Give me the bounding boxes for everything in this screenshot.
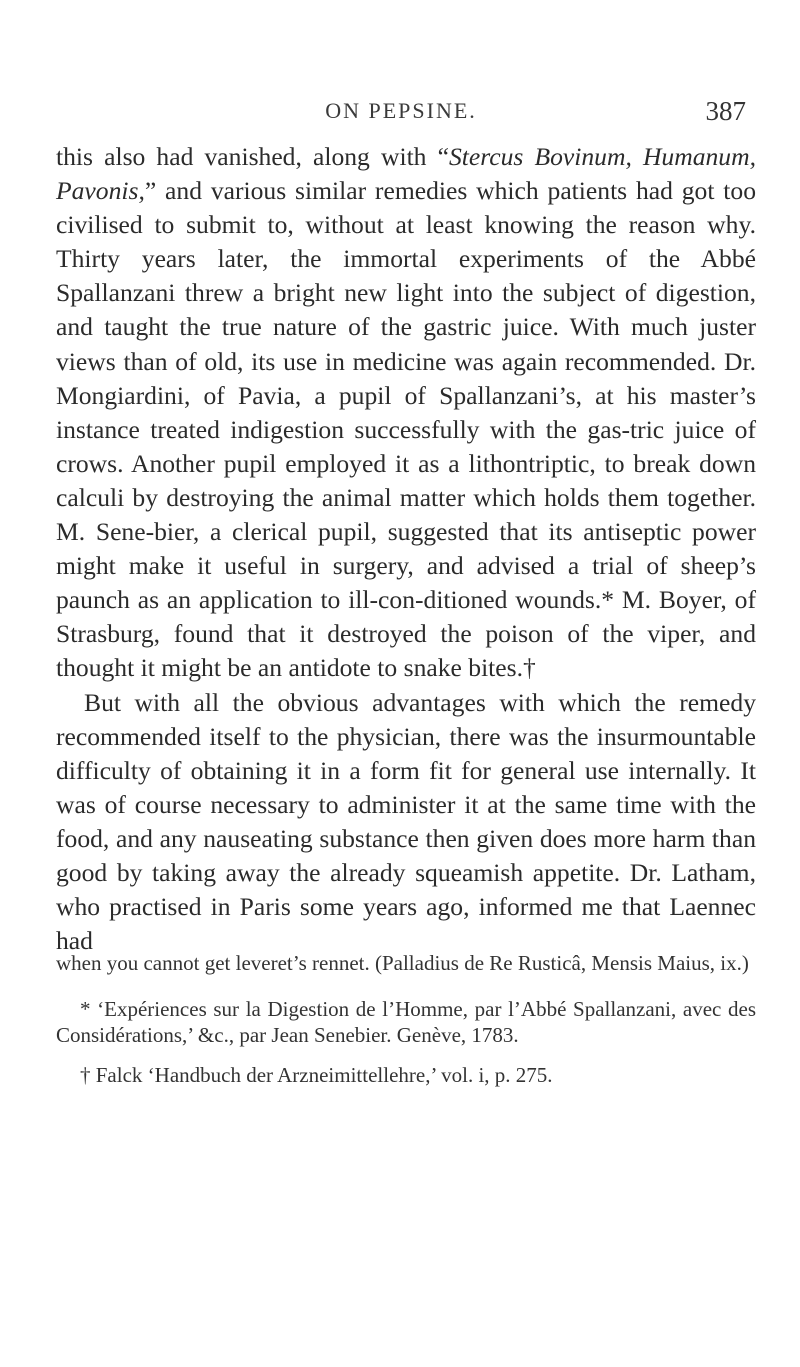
page-header [56, 98, 746, 132]
paragraph-2: But with all the obvious advantages with which the remedy recommended itself to the physician, there was the insurmountable difficulty of obtaining it in a form fit for general use internally. It was of course necessary to administer it at the same time with the food, and any nauseating substance then given does more harm than good by taking away the already squeamish appetite. Dr. Latham, who practised in Paris some years ago, informed me that Laennec had [56, 687, 756, 956]
running-head: ON PEPSINE. [325, 98, 477, 123]
footnotes [56, 950, 756, 1102]
page-number: 387 [705, 96, 746, 126]
footnote-dagger: † Falck ‘Handbuch der Arzneimittellehre,’ vol. i, p. 275. [80, 1063, 553, 1087]
paragraph-1-start: this also had vanished, along with “ [56, 142, 449, 171]
main-text [56, 140, 756, 958]
footnote-star: * ‘Expériences sur la Digestion de l’Homme, par l’Abbé Spallanzani, avec des Considérations,’ &c., par Jean Senebier. Genève, 1783. [56, 997, 756, 1047]
footnote-continuation: when you cannot get leveret’s rennet. (Palladius de Re Rusticâ, Mensis Maius, ix.) [56, 951, 749, 975]
latin-remedy-names: Stercus Bovinum, Humanum, Pavonis, [56, 142, 756, 206]
paragraph-1 [56, 140, 756, 686]
paragraph-1-rest: ” and various similar remedies which patients had got too civilised to submit to, without at least knowing the reason why. Thirty years later, the immortal experiments of the Abbé Spallanzani threw a bright new light into the subject of digestion, and taught the true nature of the gastric juice. With much juster views than of old, its use in medicine was again recommended. Dr. Mongiardini, of Pavia, a pupil of Spallanzani’s, at his master’s instance treated indigestion successfully with the gas-tric juice of crows. Another pupil employed it as a lithontriptic, to break down calculi by destroying the animal matter which holds them together. M. Sene-bier, a clerical pupil, suggested that its antiseptic power might make it useful in surgery, and advised a trial of sheep’s paunch as an application to ill-con-ditioned wounds.* M. Boyer, of Strasburg, found that it destroyed the poison of the viper, and thought it might be an antidote to snake bites.† [56, 176, 756, 683]
